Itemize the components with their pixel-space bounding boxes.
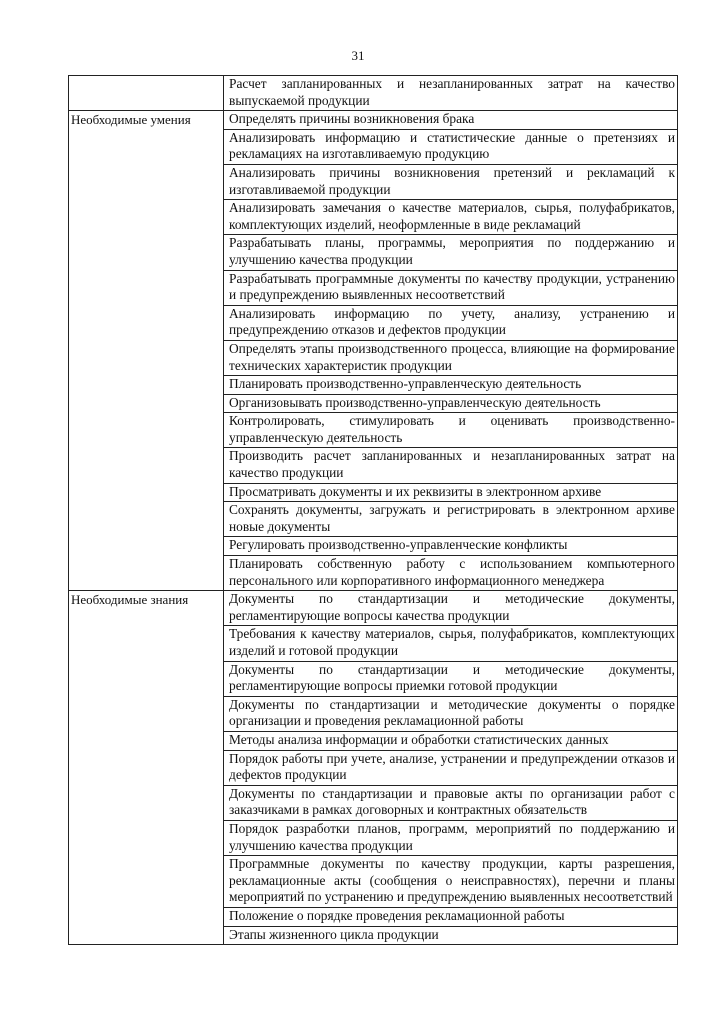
table-cell-item: Порядок работы при учете, анализе, устранении и предупреждении отказов и дефектов продукции: [224, 750, 678, 785]
section-label: [69, 76, 224, 111]
table-cell-item: Методы анализа информации и обработки статистических данных: [224, 731, 678, 750]
table-cell-item: Порядок разработки планов, программ, мероприятий по поддержанию и улучшению качества продукции: [224, 820, 678, 855]
table-cell-item: Анализировать замечания о качестве материалов, сырья, полуфабрикатов, комплектующих изделий, неоформленные в виде рекламаций: [224, 200, 678, 235]
table-row: [69, 111, 678, 130]
table-cell-item: Положение о порядке проведения рекламационной работы: [224, 907, 678, 926]
table-cell-item: Определять этапы производственного процесса, влияющие на формирование технических характеристик продукции: [224, 340, 678, 375]
table-cell-item: Документы по стандартизации и методические документы, регламентирующие вопросы качества продукции: [224, 591, 678, 626]
table-cell-item: Просматривать документы и их реквизиты в электронном архиве: [224, 483, 678, 502]
table-row: [69, 76, 678, 111]
table-cell-item: Документы по стандартизации и методические документы, регламентирующие вопросы приемки готовой продукции: [224, 661, 678, 696]
table-cell-item: Анализировать информацию и статистические данные о претензиях и рекламациях на изготавливаемую продукцию: [224, 129, 678, 164]
table-cell-item: Планировать собственную работу с использованием компьютерного персонального или корпоративного информационного менеджера: [224, 556, 678, 591]
section-label: Необходимые знания: [69, 591, 224, 945]
table-cell-item: Программные документы по качеству продукции, карты разрешения, рекламационные акты (сообщения о неисправностях), перечни и планы мероприятий по устранению и предупреждению выявленных несоответствий: [224, 856, 678, 908]
page-number: 31: [351, 48, 365, 63]
competency-table-body: [69, 76, 678, 945]
table-cell-item: Разрабатывать программные документы по качеству продукции, устранению и предупреждению выявленных несоответствий: [224, 270, 678, 305]
table-cell-item: Контролировать, стимулировать и оценивать производственно-управленческую деятельность: [224, 413, 678, 448]
table-cell-item: Анализировать причины возникновения претензий и рекламаций к изготавливаемой продукции: [224, 164, 678, 199]
competency-table: [68, 75, 678, 945]
section-label: Необходимые умения: [69, 111, 224, 591]
table-cell-item: Документы по стандартизации и правовые акты по организации работ с заказчиками в рамках договорных и контрактных обязательств: [224, 785, 678, 820]
table-cell-item: Планировать производственно-управленческую деятельность: [224, 376, 678, 395]
table-row: [69, 591, 678, 626]
table-cell-item: Анализировать информацию по учету, анализу, устранению и предупреждению отказов и дефектов продукции: [224, 305, 678, 340]
table-cell-item: Требования к качеству материалов, сырья, полуфабрикатов, комплектующих изделий и готовой продукции: [224, 626, 678, 661]
table-cell-item: Документы по стандартизации и методические документы о порядке организации и проведения рекламационной работы: [224, 696, 678, 731]
table-cell-item: Организовывать производственно-управленческую деятельность: [224, 394, 678, 413]
table-cell-item: Сохранять документы, загружать и регистрировать в электронном архиве новые документы: [224, 502, 678, 537]
table-cell-item: Производить расчет запланированных и незапланированных затрат на качество продукции: [224, 448, 678, 483]
table-cell-item: Разрабатывать планы, программы, мероприятия по поддержанию и улучшению качества продукции: [224, 235, 678, 270]
table-cell-item: Расчет запланированных и незапланированных затрат на качество выпускаемой продукции: [224, 76, 678, 111]
table-cell-item: Определять причины возникновения брака: [224, 111, 678, 130]
table-cell-item: Регулировать производственно-управленческие конфликты: [224, 537, 678, 556]
table-cell-item: Этапы жизненного цикла продукции: [224, 926, 678, 945]
